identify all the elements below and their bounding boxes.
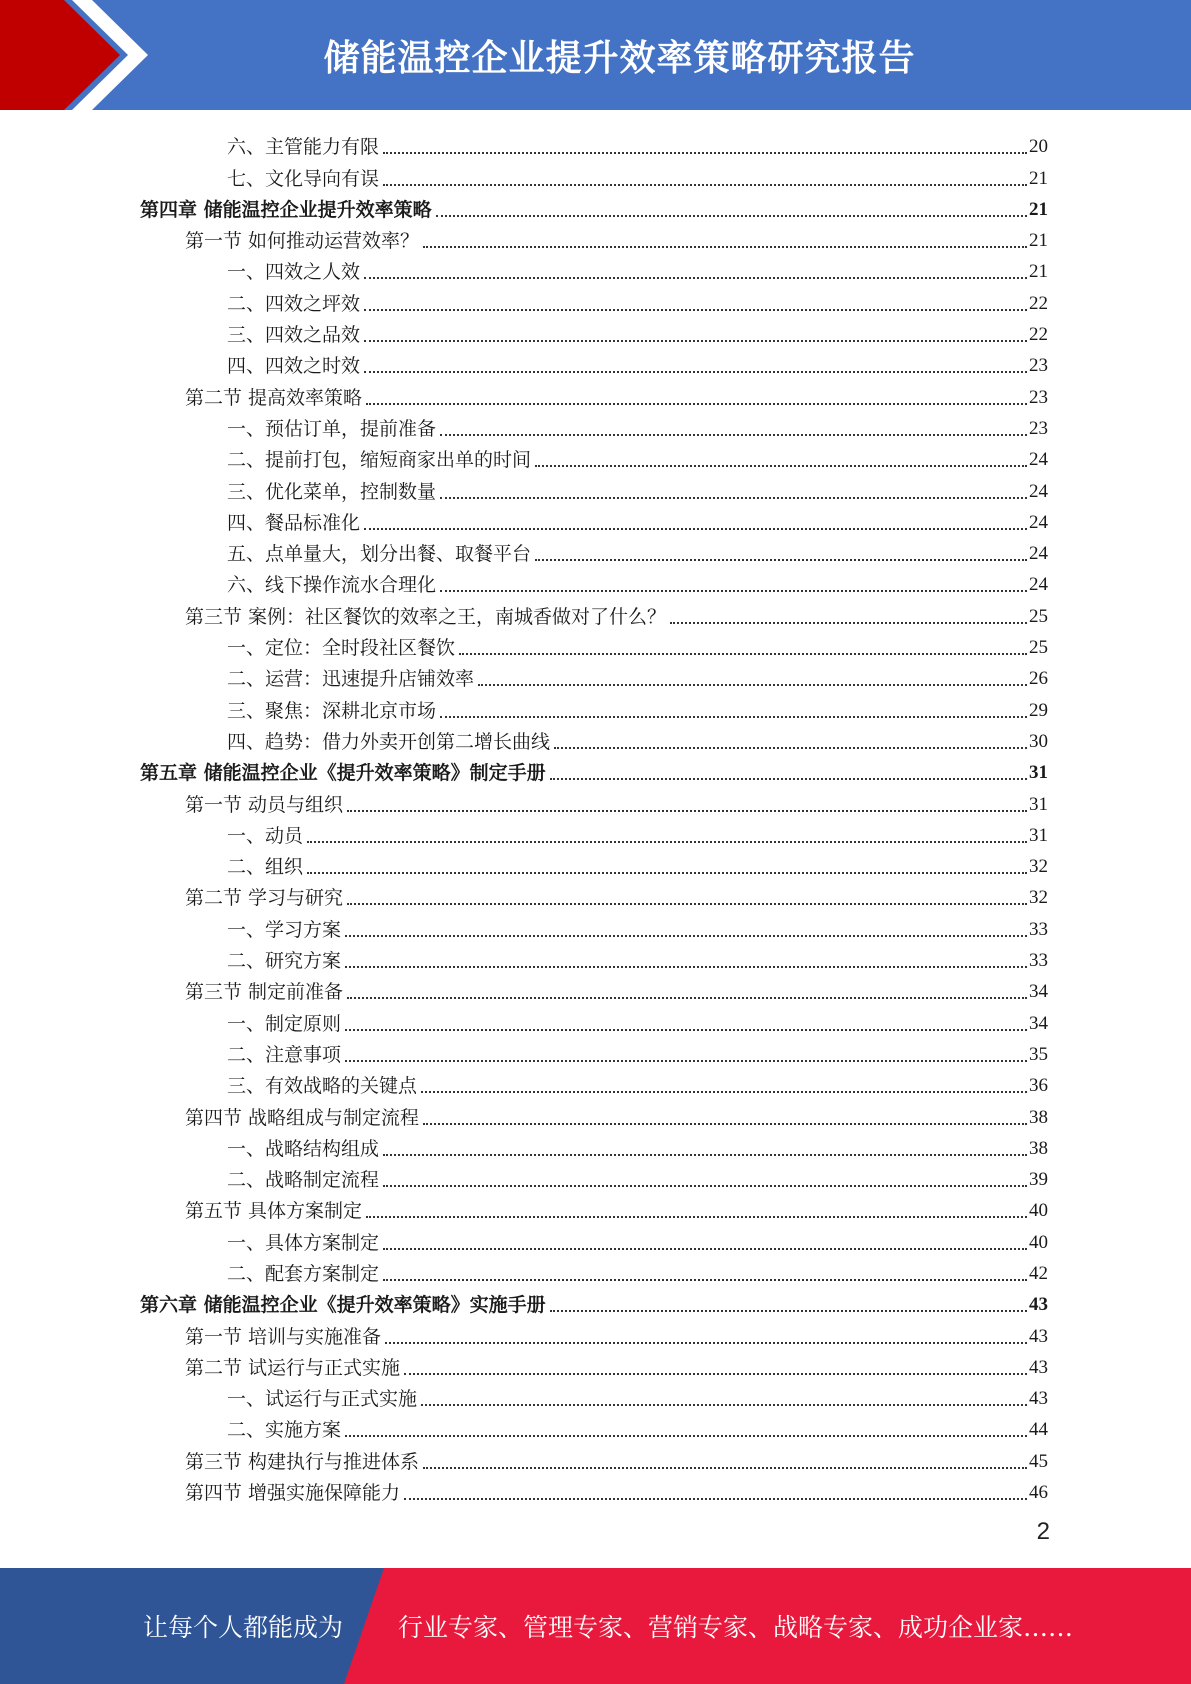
toc-entry[interactable]	[140, 629, 1048, 660]
toc-entry-label: 三、四效之品效	[227, 324, 361, 347]
toc-entry-page: 25	[1029, 605, 1048, 627]
toc-entry-label: 三、有效战略的关键点	[227, 1075, 418, 1098]
toc-dot-leader	[345, 1060, 1027, 1062]
toc-entry-page: 40	[1029, 1231, 1048, 1253]
toc-dot-leader	[347, 997, 1027, 999]
toc-dot-leader	[364, 340, 1027, 342]
toc-entry-label: 三、优化菜单，控制数量	[227, 480, 437, 503]
footer-slogan-left: 让每个人都能成为	[143, 1613, 344, 1642]
toc-entry-label: 第一节 培训与实施准备	[185, 1325, 382, 1348]
toc-entry-label: 第三节 构建执行与推进体系	[185, 1450, 420, 1473]
toc-dot-leader	[550, 778, 1027, 780]
toc-entry[interactable]	[140, 1192, 1048, 1223]
toc-entry-page: 21	[1029, 261, 1048, 283]
toc-entry[interactable]	[140, 410, 1048, 441]
toc-dot-leader	[345, 1435, 1027, 1437]
toc-entry-page: 34	[1029, 1012, 1048, 1034]
toc-entry-page: 20	[1029, 136, 1048, 158]
toc-entry-label: 一、预估订单，提前准备	[227, 417, 437, 440]
toc-dot-leader	[364, 277, 1027, 279]
toc-entry-page: 26	[1029, 668, 1048, 690]
toc-entry-label: 第四章 储能温控企业提升效率策略	[140, 198, 432, 221]
toc-entry-label: 二、组织	[227, 856, 304, 879]
page-number: 2	[1036, 1518, 1050, 1545]
toc-dot-leader	[404, 1373, 1027, 1375]
toc-entry-label: 第三节 案例：社区餐饮的效率之王，南城香做对了什么？	[185, 605, 667, 628]
toc-entry-page: 43	[1029, 1356, 1048, 1378]
toc-entry[interactable]	[140, 535, 1048, 566]
toc-entry[interactable]	[140, 441, 1048, 472]
toc-entry-page: 24	[1029, 543, 1048, 565]
toc-entry-page: 21	[1029, 198, 1048, 220]
toc-entry-page: 43	[1029, 1294, 1048, 1316]
toc-dot-leader	[423, 1467, 1027, 1469]
toc-entry-label: 二、实施方案	[227, 1419, 342, 1442]
toc-entry-label: 四、餐品标准化	[227, 511, 361, 534]
toc-entry-label: 一、学习方案	[227, 918, 342, 941]
toc-entry-label: 二、四效之坪效	[227, 292, 361, 315]
toc-dot-leader	[554, 747, 1027, 749]
toc-entry-page: 31	[1029, 762, 1048, 784]
toc-entry-page: 29	[1029, 699, 1048, 721]
toc-entry-label: 五、点单量大，划分出餐、取餐平台	[227, 543, 532, 566]
toc-entry-page: 40	[1029, 1200, 1048, 1222]
toc-dot-leader	[383, 1248, 1027, 1250]
toc-dot-leader	[404, 1498, 1027, 1500]
toc-entry-page: 42	[1029, 1262, 1048, 1284]
toc-entry[interactable]	[140, 879, 1048, 910]
toc-dot-leader	[366, 403, 1027, 405]
toc-dot-leader	[364, 309, 1027, 311]
toc-entry-label: 三、聚焦：深耕北京市场	[227, 699, 437, 722]
toc-entry-label: 六、线下操作流水合理化	[227, 574, 437, 597]
toc-entry-page: 23	[1029, 417, 1048, 439]
toc-entry[interactable]	[140, 1317, 1048, 1348]
toc-dot-leader	[440, 434, 1027, 436]
toc-entry-label: 第四节 战略组成与制定流程	[185, 1106, 420, 1129]
toc-entry[interactable]	[140, 472, 1048, 503]
toc-entry-page: 33	[1029, 950, 1048, 972]
toc-dot-leader	[478, 684, 1027, 686]
toc-entry-label: 二、注意事项	[227, 1043, 342, 1066]
toc-dot-leader	[423, 1123, 1027, 1125]
toc-entry[interactable]	[140, 347, 1048, 378]
toc-dot-leader	[307, 872, 1027, 874]
toc-dot-leader	[421, 1404, 1027, 1406]
toc-entry-label: 二、配套方案制定	[227, 1262, 380, 1285]
toc-entry-label: 二、战略制定流程	[227, 1169, 380, 1192]
toc-dot-leader	[385, 1342, 1027, 1344]
toc-entry[interactable]	[140, 785, 1048, 816]
toc-entry[interactable]	[140, 1411, 1048, 1442]
toc-entry-label: 第一节 如何推动运营效率？	[185, 230, 420, 253]
toc-entry[interactable]	[140, 378, 1048, 409]
toc-entry[interactable]	[140, 159, 1048, 190]
toc-entry-page: 23	[1029, 386, 1048, 408]
toc-entry-label: 二、运营：迅速提升店铺效率	[227, 668, 475, 691]
toc-dot-leader	[345, 1029, 1027, 1031]
toc-entry-page: 24	[1029, 480, 1048, 502]
toc-entry-page: 38	[1029, 1106, 1048, 1128]
toc-entry[interactable]	[140, 973, 1048, 1004]
toc-entry-page: 46	[1029, 1482, 1048, 1504]
toc-entry[interactable]	[140, 1004, 1048, 1035]
toc-dot-leader	[383, 1154, 1027, 1156]
toc-entry-page: 21	[1029, 167, 1048, 189]
toc-entry-label: 二、提前打包，缩短商家出单的时间	[227, 449, 532, 472]
toc-entry-page: 25	[1029, 637, 1048, 659]
toc-entry-label: 第六章 储能温控企业《提升效率策略》实施手册	[140, 1294, 546, 1317]
toc-entry-label: 六、主管能力有限	[227, 136, 380, 159]
toc-entry-label: 第四节 增强实施保障能力	[185, 1482, 401, 1505]
toc-dot-leader	[345, 935, 1027, 937]
toc-entry-page: 32	[1029, 856, 1048, 878]
toc-entry-label: 一、制定原则	[227, 1012, 342, 1035]
toc-entry[interactable]	[140, 1098, 1048, 1129]
toc-entry[interactable]	[140, 1130, 1048, 1161]
toc-entry-page: 22	[1029, 292, 1048, 314]
toc-dot-leader	[364, 528, 1027, 530]
toc-dot-leader	[535, 559, 1027, 561]
toc-entry[interactable]	[140, 691, 1048, 722]
toc-entry-label: 四、趋势：借力外卖开创第二增长曲线	[227, 730, 551, 753]
toc-entry-page: 43	[1029, 1388, 1048, 1410]
toc-entry-page: 31	[1029, 824, 1048, 846]
toc-entry[interactable]	[140, 1161, 1048, 1192]
toc-entry-page: 43	[1029, 1325, 1048, 1347]
report-title: 储能温控企业提升效率策略研究报告	[323, 37, 916, 79]
toc-entry[interactable]	[140, 1067, 1048, 1098]
toc-entry-page: 39	[1029, 1169, 1048, 1191]
toc-dot-leader	[440, 716, 1027, 718]
toc-entry[interactable]	[140, 284, 1048, 315]
toc-dot-leader	[459, 653, 1027, 655]
toc-entry-label: 一、具体方案制定	[227, 1231, 380, 1254]
toc-entry-page: 38	[1029, 1137, 1048, 1159]
toc-dot-leader	[366, 1216, 1027, 1218]
toc-dot-leader	[423, 246, 1027, 248]
toc-entry[interactable]	[140, 597, 1048, 628]
toc-entry-page: 30	[1029, 730, 1048, 752]
toc-entry-label: 第二节 学习与研究	[185, 887, 344, 910]
toc-entry-page: 31	[1029, 793, 1048, 815]
toc-dot-leader	[383, 184, 1027, 186]
toc-dot-leader	[383, 1279, 1027, 1281]
toc-entry-label: 一、四效之人效	[227, 261, 361, 284]
toc-dot-leader	[670, 622, 1027, 624]
toc-dot-leader	[307, 841, 1027, 843]
toc-entry[interactable]	[140, 316, 1048, 347]
toc-entry-label: 一、动员	[227, 824, 304, 847]
toc-entry-label: 第二节 提高效率策略	[185, 386, 363, 409]
toc-entry-label: 第二节 试运行与正式实施	[185, 1356, 401, 1379]
toc-entry[interactable]	[140, 1380, 1048, 1411]
toc-entry[interactable]	[140, 566, 1048, 597]
toc-entry[interactable]	[140, 817, 1048, 848]
toc-dot-leader	[347, 810, 1027, 812]
toc-entry-label: 一、战略结构组成	[227, 1137, 380, 1160]
toc-entry[interactable]	[140, 848, 1048, 879]
footer-slogan-right: 行业专家、管理专家、营销专家、战略专家、成功企业家……	[398, 1613, 1074, 1642]
toc-entry-page: 36	[1029, 1075, 1048, 1097]
toc-entry-page: 33	[1029, 918, 1048, 940]
toc-entry-label: 第五节 具体方案制定	[185, 1200, 363, 1223]
table-of-contents	[140, 128, 1048, 1505]
toc-entry-page: 21	[1029, 230, 1048, 252]
toc-entry[interactable]	[140, 504, 1048, 535]
toc-entry[interactable]	[140, 1255, 1048, 1286]
toc-entry-page: 32	[1029, 887, 1048, 909]
toc-entry-page: 24	[1029, 511, 1048, 533]
toc-entry[interactable]	[140, 1349, 1048, 1380]
toc-dot-leader	[436, 215, 1027, 217]
toc-entry-page: 34	[1029, 981, 1048, 1003]
toc-dot-leader	[440, 497, 1027, 499]
toc-entry[interactable]	[140, 253, 1048, 284]
toc-dot-leader	[345, 966, 1027, 968]
toc-entry-page: 22	[1029, 324, 1048, 346]
toc-entry-label: 七、文化导向有误	[227, 167, 380, 190]
toc-entry[interactable]	[140, 942, 1048, 973]
toc-entry[interactable]	[140, 1223, 1048, 1254]
toc-entry-page: 35	[1029, 1043, 1048, 1065]
toc-entry[interactable]	[140, 1474, 1048, 1505]
toc-entry[interactable]	[140, 222, 1048, 253]
page-header	[0, 0, 1191, 110]
toc-dot-leader	[347, 903, 1027, 905]
toc-entry-label: 第三节 制定前准备	[185, 981, 344, 1004]
toc-entry-page: 23	[1029, 355, 1048, 377]
toc-dot-leader	[383, 152, 1027, 154]
toc-dot-leader	[440, 590, 1027, 592]
toc-entry-label: 第一节 动员与组织	[185, 793, 344, 816]
toc-entry-page: 24	[1029, 449, 1048, 471]
toc-entry-page: 44	[1029, 1419, 1048, 1441]
toc-dot-leader	[535, 465, 1027, 467]
toc-entry-label: 四、四效之时效	[227, 355, 361, 378]
toc-dot-leader	[421, 1091, 1027, 1093]
toc-entry-label: 第五章 储能温控企业《提升效率策略》制定手册	[140, 762, 546, 785]
toc-entry[interactable]	[140, 910, 1048, 941]
toc-entry[interactable]	[140, 191, 1048, 222]
toc-entry[interactable]	[140, 128, 1048, 159]
toc-entry[interactable]	[140, 1442, 1048, 1473]
toc-dot-leader	[383, 1185, 1027, 1187]
toc-entry-page: 45	[1029, 1450, 1048, 1472]
toc-entry[interactable]	[140, 723, 1048, 754]
page-footer	[0, 1568, 1191, 1684]
toc-dot-leader	[364, 371, 1027, 373]
toc-entry[interactable]	[140, 1286, 1048, 1317]
toc-entry[interactable]	[140, 660, 1048, 691]
toc-entry-label: 一、试运行与正式实施	[227, 1388, 418, 1411]
toc-dot-leader	[550, 1310, 1027, 1312]
toc-entry-label: 二、研究方案	[227, 950, 342, 973]
toc-entry[interactable]	[140, 754, 1048, 785]
toc-entry-page: 24	[1029, 574, 1048, 596]
toc-entry[interactable]	[140, 1036, 1048, 1067]
toc-entry-label: 一、定位：全时段社区餐饮	[227, 637, 456, 660]
